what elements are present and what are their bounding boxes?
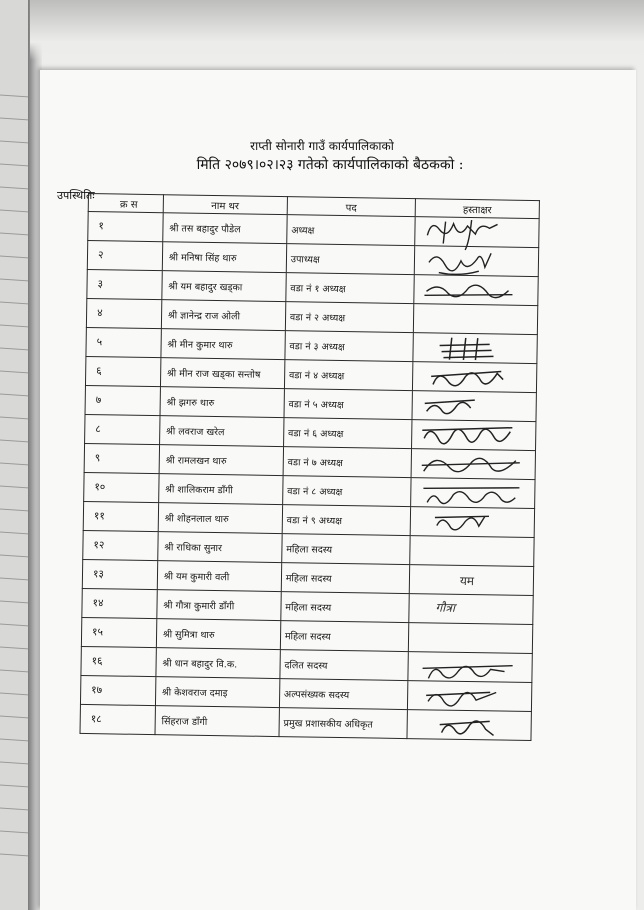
- signature-cell: [414, 275, 538, 306]
- post-cell: वडा नं ३ अध्यक्ष: [285, 331, 414, 362]
- handwritten-signature: [411, 507, 531, 537]
- post-cell: वडा नं १ अध्यक्ष: [286, 273, 415, 304]
- post-cell: वडा नं ४ अध्यक्ष: [284, 360, 413, 391]
- serial-cell: ८: [85, 414, 160, 444]
- name-cell: श्री झगरु थारु: [160, 387, 284, 418]
- post-cell: अध्यक्ष: [287, 215, 416, 246]
- name-cell: श्री शोहनलाल थारु: [158, 503, 282, 534]
- document-title-line2: मिति २०७९।०२।२३ गतेको कार्यपालिकाको बैठकको :: [196, 157, 464, 173]
- name-cell: श्री गौत्रा कुमारी डाँगी: [157, 590, 281, 621]
- serial-cell: १४: [82, 588, 157, 618]
- handwritten-signature: [414, 275, 534, 305]
- name-cell: श्री सुमित्रा थारु: [156, 619, 280, 650]
- post-cell: वडा नं २ अध्यक्ष: [285, 302, 414, 333]
- attendance-table: [80, 193, 540, 741]
- post-cell: उपाध्यक्ष: [286, 244, 415, 275]
- serial-cell: १६: [81, 646, 156, 676]
- serial-cell: १५: [81, 617, 156, 647]
- serial-cell: १७: [80, 675, 155, 705]
- header-serial: क्र स: [88, 194, 163, 213]
- handwritten-signature-text: यम: [459, 573, 475, 589]
- post-cell: महिला सदस्य: [281, 592, 410, 623]
- post-cell: वडा नं ६ अध्यक्ष: [283, 418, 412, 449]
- post-cell: प्रमुख प्रशासकीय अधिकृत: [279, 708, 408, 739]
- name-cell: श्री राधिका सुनार: [158, 532, 282, 563]
- serial-cell: ३: [87, 269, 162, 299]
- name-cell: श्री धान बहादुर वि.क.: [156, 648, 280, 679]
- name-cell: श्री रामलखन थारु: [159, 445, 283, 476]
- serial-cell: ७: [85, 385, 160, 415]
- name-cell: श्री शालिकराम डाँगी: [158, 474, 282, 505]
- signature-cell: [409, 565, 533, 596]
- post-cell: वडा नं ८ अध्यक्ष: [282, 476, 411, 507]
- top-shadow: [30, 0, 644, 60]
- serial-cell: १: [88, 212, 163, 242]
- header-signature: हस्ताक्षर: [415, 199, 539, 219]
- name-cell: श्री मीन राज खड्का सन्तोष: [160, 358, 284, 389]
- post-cell: महिला सदस्य: [281, 563, 410, 594]
- name-cell: श्री यम कुमारी वली: [157, 561, 281, 592]
- signature-cell: [409, 594, 533, 625]
- post-cell: अल्पसंख्यक सदस्य: [279, 679, 408, 710]
- signature-cell: [410, 507, 534, 538]
- serial-cell: ४: [86, 298, 161, 328]
- serial-cell: ५: [86, 327, 161, 357]
- name-cell: श्री लवराज खरेल: [159, 416, 283, 447]
- attendance-label: उपस्थितिः: [57, 189, 95, 202]
- serial-cell: १२: [83, 530, 158, 560]
- serial-cell: ११: [83, 501, 158, 531]
- post-cell: महिला सदस्य: [280, 621, 409, 652]
- name-cell: श्री ज्ञानेन्द्र राज ओली: [161, 300, 285, 331]
- serial-cell: ९: [84, 443, 159, 473]
- serial-cell: १०: [84, 472, 159, 502]
- signature-cell: [407, 710, 531, 741]
- name-cell: श्री यम बहादुर खड्का: [162, 271, 286, 302]
- name-cell: श्री मनिषा सिंह थारु: [162, 242, 286, 273]
- name-cell: श्री तस बहादुर पौडेल: [163, 213, 287, 244]
- name-cell: सिंहराज डाँगी: [155, 706, 279, 737]
- header-post: पद: [287, 197, 415, 217]
- name-cell: श्री केशवराज दमाइ: [155, 677, 279, 708]
- serial-cell: ६: [85, 356, 160, 386]
- post-cell: दलित सदस्य: [280, 650, 409, 681]
- handwritten-signature-text: गौत्रा: [435, 600, 456, 615]
- header-name: नाम थर: [163, 195, 287, 215]
- serial-cell: १८: [80, 704, 155, 734]
- post-cell: महिला सदस्य: [282, 534, 411, 565]
- signature-cell-empty: [410, 536, 534, 567]
- name-cell: श्री मीन कुमार थारु: [161, 329, 285, 360]
- post-cell: वडा नं ५ अध्यक्ष: [284, 389, 413, 420]
- post-cell: वडा नं ७ अध्यक्ष: [283, 447, 412, 478]
- serial-cell: २: [87, 241, 162, 271]
- serial-cell: १३: [82, 559, 157, 589]
- document-title-line1: राप्ती सोनारी गाउँ कार्यपालिकाको: [250, 139, 394, 153]
- post-cell: वडा नं ९ अध्यक्ष: [282, 505, 411, 536]
- handwritten-signature: [407, 710, 527, 740]
